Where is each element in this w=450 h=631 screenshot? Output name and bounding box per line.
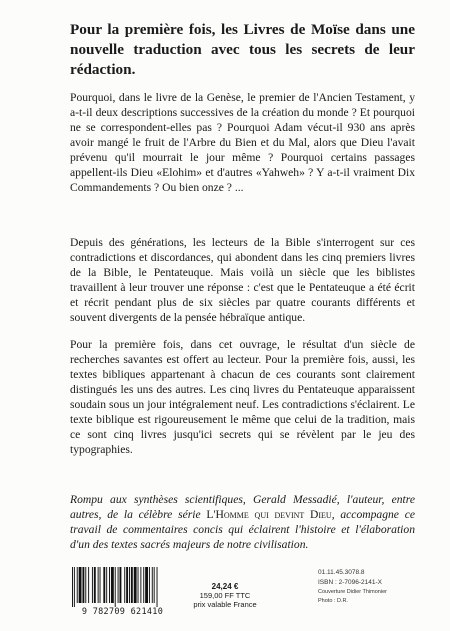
product-code: 01.11.45.3078.8 [318,569,365,576]
author-note-part2: , accompagne ce travail de commentaires concis qui éclairent l'histoire et l'élaboration d'un des textes sacrés majeurs de notre civilisation. [70,508,415,551]
price-euro: 24,24 € [211,582,239,591]
price-francs: 159,00 FF TTC [199,591,251,600]
barcode-bar [103,567,105,603]
author-note-part1: Rompu aux synthèses scientifiques, Gerald Messadié, l'auteur, entre autres, de la célèbre série [70,493,415,521]
barcode-bar [154,567,155,603]
headline: Pour la première fois, les Livres de Moïse dans une nouvelle traduction avec tous les secrets de leur rédaction. [70,21,415,78]
isbn-box [318,568,428,606]
barcode-bar [140,567,141,603]
barcode-bar [143,567,144,603]
barcode-bar [74,567,75,607]
barcode-bar [92,567,93,603]
barcode-bar [98,567,99,603]
barcode-bar [106,567,107,603]
isbn-number: ISBN : 2-7096-2141-X [318,579,382,586]
barcode-bar [100,567,101,603]
photo-credit: Photo : D.R. [318,598,348,604]
price-box [188,582,262,609]
barcode-bar [124,567,125,603]
barcode-bar [138,567,139,603]
barcode-bar [118,567,119,603]
barcode-bar [79,567,82,603]
barcode-bar [145,567,148,603]
barcode-digits: 9 782709 621410 [81,607,164,617]
series-title: L'Homme qui devint Dieu [206,508,332,521]
author-note [70,492,415,552]
barcode-bar [134,567,137,603]
barcode-bars [70,567,175,607]
price-validity: prix valable France [193,600,257,609]
barcode-bar [109,567,110,603]
paragraph-3: Pour la première fois, dans cet ouvrage, le résultat d'un siècle de recherches savantes est offert au lecteur. Pour la première fois, aussi, les textes bibliques appartenant à chacun de ces courants sont clairement distingués les uns des autres. Les cinq livres du Pentateuque apparaissent soudain sous un jour intégralement neuf. Les contradictions s'éclairent. Le texte biblique est rigoureusement le même que celui de la tradition, mais ce sont cinq livres jusqu'ici secrets qui se révèlent par le jeu des typographies. [70,338,415,456]
barcode-bar [126,567,128,603]
barcode-bar [149,567,150,603]
barcode-bar [120,567,122,603]
paragraph-1: Pourquoi, dans le livre de la Genèse, le premier de l'Ancien Testament, y a-t-il deux descriptions successives de la création du monde ? Et pourquoi ne se correspondent-elles pas ? Pourquoi Adam vécut-il 930 ans après avoir mangé le fruit de l'Arbre du Bien et du Mal, alors que Dieu l'avait prévenu qu'il mourrait le jour même ? Pourquoi certains passages appellent-ils Dieu «Elohim» et d'autres «Yahweh» ? Y a-t-il vraiment Dix Commandements ? Ou bien onze ? ... [70,91,415,194]
barcode-bar [115,567,116,607]
barcode [70,567,175,615]
cover-credit: Couverture Didier Thimonier [318,589,387,595]
barcode-bar [82,567,84,603]
barcode-bar [77,567,78,603]
barcode-bar [131,567,133,603]
barcode-bar [111,567,114,603]
barcode-bar [152,567,153,603]
paragraph-2: Depuis des générations, les lecteurs de la Bible s'interrogent sur ces contradictions et discordances, qui abondent dans les cinq premiers livres de la Bible, le Pentateuque. Mais voilà un siècle que les biblistes travaillent à leur trouver une réponse : c'est que le Pentateuque a été écrit et récrit pendant plus de six siècles par quatre courants différents et souvent divergents de la pensée hébraïque antique. [70,236,415,324]
barcode-bar [157,567,158,607]
barcode-bar [129,567,130,603]
footer [0,565,450,631]
barcode-bar [88,567,89,603]
barcode-bar [85,567,86,603]
barcode-bar [72,567,73,607]
barcode-bar [94,567,96,603]
